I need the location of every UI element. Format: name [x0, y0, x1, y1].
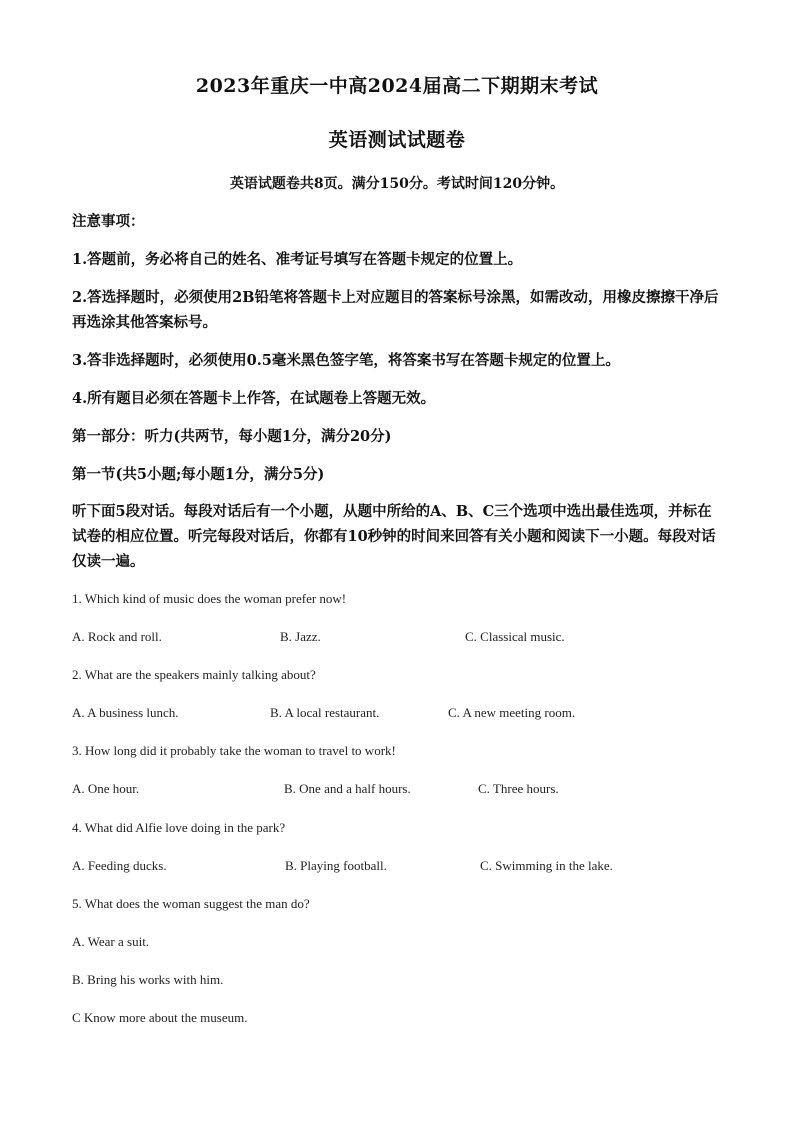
- question-2: 2. What are the speakers mainly talking about?: [72, 667, 316, 682]
- q2-option-a: A. A business lunch.: [72, 705, 179, 720]
- q2-option-c: C. A new meeting room.: [448, 705, 576, 720]
- exam-title: 2023年重庆一中高2024届高二下期期末考试: [195, 75, 599, 97]
- exam-subtitle: 英语测试试题卷: [328, 129, 466, 151]
- question-5: 5. What does the woman suggest the man do?: [72, 896, 310, 911]
- listening-instructions: 听下面5段对话。每段对话后有一个小题，从题中所给的A、B、C三个选项中选出最佳选项，并标在试卷的相应位置。听完每段对话后，你都有10秒钟的时间来回答有关小题和阅读下一小题。每段对话仅读一遍。: [72, 503, 716, 570]
- question-1: 1. Which kind of music does the woman prefer now!: [72, 591, 347, 606]
- question-3: 3. How long did it probably take the woman to travel to work!: [72, 743, 396, 758]
- q3-option-b: B. One and a half hours.: [284, 781, 411, 796]
- q5-option-c: C Know more about the museum.: [72, 1010, 248, 1025]
- q2-option-b: B. A local restaurant.: [270, 705, 380, 720]
- q1-option-b: B. Jazz.: [280, 629, 321, 644]
- part1-heading: 第一部分：听力(共两节，每小题1分，满分20分): [72, 428, 392, 445]
- q4-option-c: C. Swimming in the lake.: [480, 858, 613, 873]
- exam-info: 英语试题卷共8页。满分150分。考试时间120分钟。: [229, 176, 565, 192]
- note-item-4: 4.所有题目必须在答题卡上作答，在试题卷上答题无效。: [72, 390, 436, 407]
- section1-heading: 第一节(共5小题;每小题1分，满分5分): [72, 466, 325, 483]
- q3-option-a: A. One hour.: [72, 781, 140, 796]
- notes-heading: 注意事项：: [72, 213, 145, 230]
- q3-option-c: C. Three hours.: [478, 781, 559, 796]
- q4-option-b: B. Playing football.: [285, 858, 387, 873]
- note-item-2: 2.答选择题时，必须使用2B铅笔将答题卡上对应题目的答案标号涂黑，如需改动，用橡皮擦擦干净后再选涂其他答案标号。: [72, 289, 719, 331]
- q1-option-a: A. Rock and roll.: [72, 629, 162, 644]
- note-item-3: 3.答非选择题时，必须使用0.5毫米黑色签字笔，将答案书写在答题卡规定的位置上。: [72, 352, 620, 369]
- q4-option-a: A. Feeding ducks.: [72, 858, 167, 873]
- q1-option-c: C. Classical music.: [465, 629, 565, 644]
- question-4: 4. What did Alfie love doing in the park?: [72, 820, 286, 835]
- q5-option-a: A. Wear a suit.: [72, 934, 150, 949]
- note-item-1: 1.答题前，务必将自己的姓名、准考证号填写在答题卡规定的位置上。: [72, 251, 523, 268]
- q5-option-b: B. Bring his works with him.: [72, 972, 224, 987]
